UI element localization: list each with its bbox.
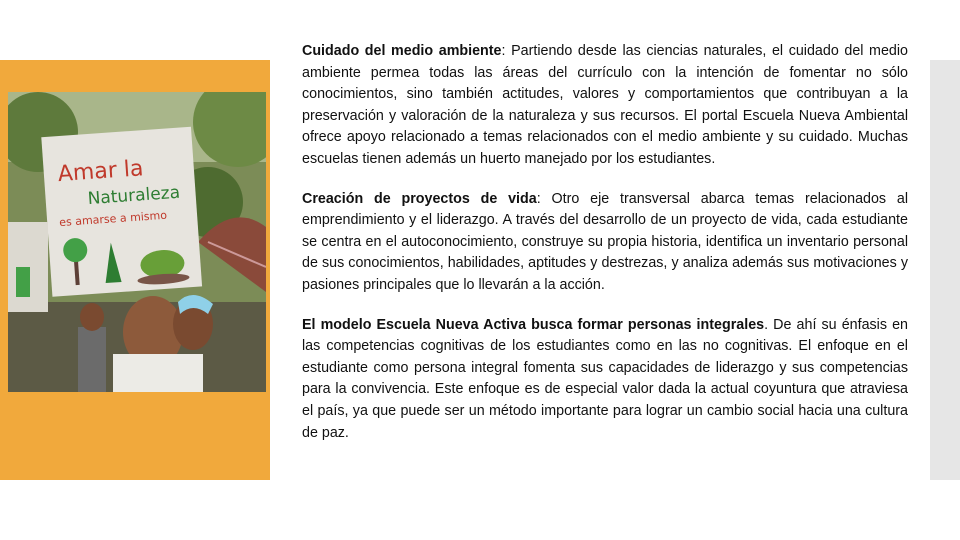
- sign-line-1: Amar la: [57, 156, 145, 188]
- paragraph-body: Partiendo desde las ciencias naturales, el cuidado del medio ambiente permea todas las áreas del currículo con la intención de fomentar no sólo conocimientos, sino también actitudes, valores y comportamientos que contribuyan a la preservación y valoración de la naturaleza y sus recursos. El portal Escuela Nueva Ambiental ofrece apoyo relacionado a temas relacionados con el medio ambiente y su cuidado. Muchas escuelas tienen además un huerto manejado por los estudiantes.: [302, 43, 908, 167]
- paragraph-heading: Cuidado del medio ambiente: [302, 43, 502, 59]
- sign-line-2: Naturaleza: [87, 182, 181, 210]
- sign-line-3: es amarse a mismo: [58, 208, 168, 230]
- paragraph-heading: El modelo Escuela Nueva Activa busca formar personas integrales: [302, 316, 765, 333]
- text-content: [302, 41, 908, 462]
- paragraph-body: De ahí su énfasis en las competencias cognitivas de los estudiantes como en las no cognitivas. El enfoque en el estudiante como persona integral fomenta sus capacidades de liderazgo y sus competencias para la convivencia. Este enfoque es de especial valor dada la actual coyuntura que atraviesa el país, ya que puede ser un método importante para lograr un cambio social hacia una cultura de paz.: [302, 316, 908, 441]
- heading-separator: :: [501, 43, 506, 59]
- heading-separator: :: [536, 190, 541, 207]
- paragraph-active-model: [302, 315, 908, 445]
- right-side-bar: [930, 60, 960, 480]
- heading-separator: .: [764, 316, 769, 333]
- students-photo-illustration: [8, 92, 266, 392]
- students-photo: [8, 92, 266, 392]
- paragraph-life-projects: [302, 189, 908, 297]
- paragraph-body: Otro eje transversal abarca temas relacionados al emprendimiento y el liderazgo. A través del desarrollo de un proyecto de vida, cada estudiante se centra en el autoconocimiento, construye su propia historia, identifica un inventario personal de sus conocimientos, habilidades, aptitudes y destrezas, y analiza además sus motivaciones y pasiones principales que lo llevarán a la acción.: [302, 190, 909, 293]
- paragraph-heading: Creación de proyectos de vida: [302, 190, 537, 207]
- paragraph-environment: [302, 41, 908, 171]
